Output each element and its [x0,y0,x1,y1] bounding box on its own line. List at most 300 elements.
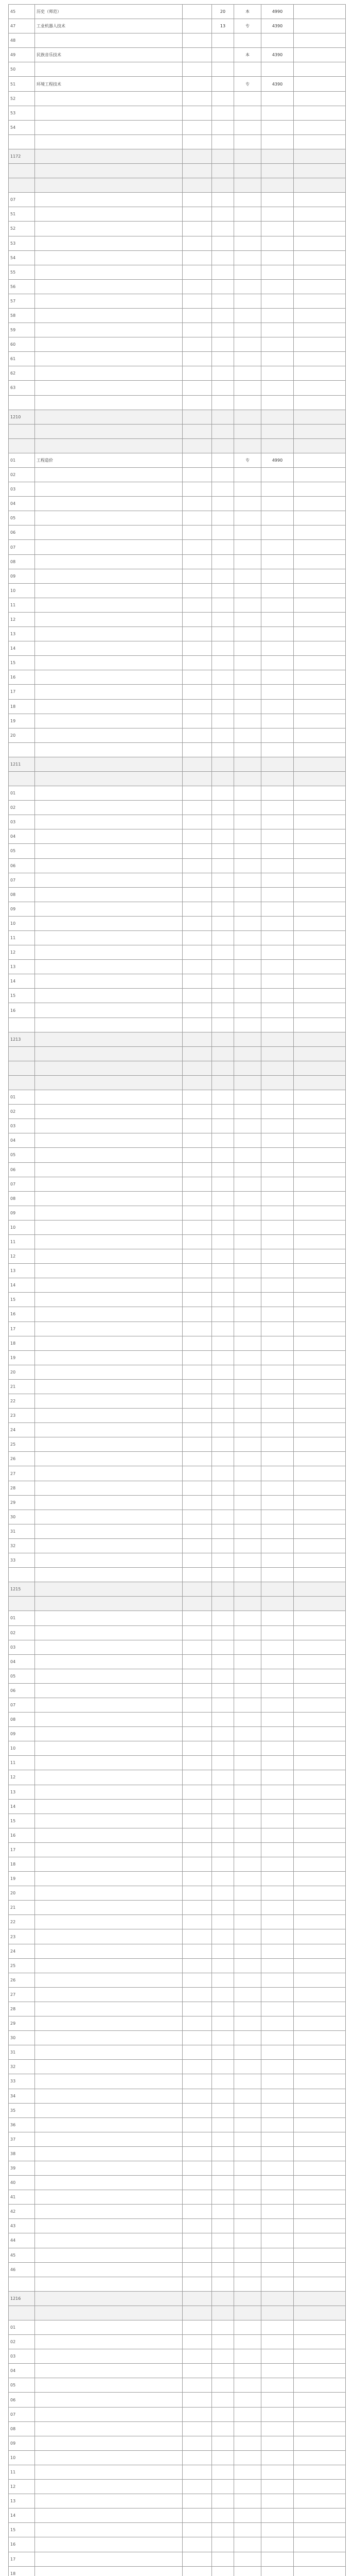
blank-cell [294,1119,346,1133]
blank-cell [183,106,212,120]
table-row [9,1466,346,1481]
code-cell: 32 [9,2060,35,2074]
fee-cell [261,1003,294,1018]
code-cell: 61 [9,352,35,366]
blank-cell [294,1683,346,1698]
fee-cell [261,2364,294,2378]
blank-cell [294,1249,346,1264]
code-cell: 02 [9,1625,35,1640]
count-cell [212,193,234,207]
level-cell [234,1987,261,2002]
count-cell [212,424,234,438]
level-cell [234,164,261,178]
fee-cell [261,424,294,438]
level-cell [234,2248,261,2262]
level-cell [234,352,261,366]
blank-cell [294,2016,346,2031]
fee-cell [261,250,294,265]
code-cell [9,134,35,149]
blank-cell [183,771,212,786]
count-cell [212,1264,234,1278]
name-cell [35,2407,183,2421]
fee-cell [261,1654,294,1669]
fee-cell [261,2537,294,2552]
table-row [9,2537,346,2552]
name-cell [35,786,183,801]
level-cell [234,1582,261,1597]
blank-cell [294,931,346,945]
table-row [9,1915,346,1929]
blank-cell [294,453,346,467]
level-cell [234,1249,261,1264]
count-cell [212,2421,234,2436]
table-row [9,337,346,352]
count-cell [212,2262,234,2277]
blank-cell [183,2176,212,2190]
fee-cell [261,2480,294,2494]
table-row [9,1481,346,1495]
blank-cell [294,1987,346,2002]
blank-cell [294,1162,346,1177]
code-cell: 16 [9,1003,35,1018]
level-cell [234,1105,261,1119]
table-row [9,1350,346,1365]
level-cell [234,916,261,930]
level-cell [234,381,261,395]
fee-cell [261,193,294,207]
name-cell [35,2509,183,2523]
blank-cell [183,1741,212,1756]
level-cell [234,1597,261,1611]
blank-cell [294,1538,346,1553]
level-cell [234,482,261,497]
blank-cell [183,2074,212,2089]
level-cell: 专 [234,77,261,91]
count-cell [212,1785,234,1799]
count-cell [212,1944,234,1958]
blank-cell [294,1669,346,1683]
level-cell [234,1625,261,1640]
blank-cell [183,1105,212,1119]
level-cell [234,1075,261,1090]
count-cell [212,916,234,930]
fee-cell [261,2176,294,2190]
code-cell: 48 [9,33,35,48]
table-row [9,1597,346,1611]
blank-cell [294,1018,346,1032]
name-cell [35,2219,183,2233]
blank-cell [183,2233,212,2248]
level-cell [234,2509,261,2523]
level-cell [234,685,261,699]
blank-cell [294,2031,346,2045]
blank-cell [294,352,346,366]
code-cell: 09 [9,1727,35,1741]
count-cell [212,1105,234,1119]
level-cell [234,1538,261,1553]
level-cell [234,2407,261,2421]
level-cell [234,2016,261,2031]
fee-cell [261,511,294,526]
count-cell [212,395,234,410]
table-row [9,1423,346,1437]
level-cell [234,1394,261,1409]
blank-cell [183,1654,212,1669]
code-cell: 14 [9,974,35,989]
blank-cell [183,1003,212,1018]
blank-cell [183,2509,212,2523]
level-cell [234,134,261,149]
fee-cell [261,526,294,540]
code-cell: 38 [9,2146,35,2161]
count-cell [212,2450,234,2465]
code-cell: 49 [9,48,35,62]
table-row [9,2190,346,2205]
blank-cell [294,583,346,598]
code-cell: 07 [9,540,35,554]
blank-cell [294,2089,346,2103]
code-cell: 06 [9,2393,35,2407]
table-row [9,2132,346,2146]
blank-cell [183,873,212,887]
count-cell [212,931,234,945]
name-cell [35,1568,183,1582]
blank-cell [183,120,212,134]
table-row [9,786,346,801]
name-cell [35,1901,183,1915]
code-cell: 30 [9,1510,35,1524]
table-row [9,1220,346,1234]
table-row [9,497,346,511]
name-cell [35,829,183,844]
blank-cell [183,250,212,265]
blank-cell [183,1481,212,1495]
blank-cell [183,858,212,873]
level-cell [234,1264,261,1278]
name-cell [35,1336,183,1350]
fee-cell [261,945,294,960]
fee-cell [261,1177,294,1191]
blank-cell [294,1365,346,1379]
table-row [9,1510,346,1524]
blank-cell [294,2421,346,2436]
level-cell [234,1452,261,1466]
code-cell: 03 [9,482,35,497]
name-cell [35,381,183,395]
blank-cell [294,1220,346,1234]
table-row [9,164,346,178]
code-cell: 17 [9,2552,35,2566]
blank-cell [294,887,346,902]
fee-cell [261,2089,294,2103]
code-cell: 52 [9,222,35,236]
count-cell [212,438,234,453]
blank-cell [183,2291,212,2306]
code-cell: 54 [9,120,35,134]
blank-cell [294,1568,346,1582]
fee-cell [261,815,294,829]
level-cell [234,858,261,873]
level-cell [234,1654,261,1669]
code-cell: 01 [9,2320,35,2335]
level-cell [234,1336,261,1350]
blank-cell [183,1148,212,1162]
count-cell [212,2161,234,2175]
code-cell: 60 [9,337,35,352]
blank-cell [183,1321,212,1336]
count-cell [212,1756,234,1770]
blank-cell [294,526,346,540]
level-cell [234,757,261,771]
table-row [9,1929,346,1944]
count-cell [212,337,234,352]
count-cell [212,48,234,62]
fee-cell [261,1756,294,1770]
blank-cell [183,1756,212,1770]
blank-cell [183,916,212,930]
code-cell: 04 [9,2364,35,2378]
level-cell [234,1698,261,1712]
code-cell: 05 [9,511,35,526]
fee-cell [261,265,294,279]
count-cell [212,598,234,612]
level-cell [234,815,261,829]
level-cell [234,1437,261,1452]
code-cell: 25 [9,1958,35,1973]
blank-cell [183,149,212,163]
name-cell [35,1133,183,1148]
name-cell [35,1191,183,1206]
level-cell [234,1611,261,1625]
code-cell: 03 [9,1119,35,1133]
fee-cell [261,598,294,612]
level-cell [234,2393,261,2407]
blank-cell [183,1293,212,1307]
level-cell [234,2436,261,2450]
fee-cell [261,1597,294,1611]
blank-cell [294,1713,346,1727]
count-cell [212,1481,234,1495]
name-cell [35,1119,183,1133]
code-cell: 1211 [9,757,35,771]
blank-cell [183,526,212,540]
blank-cell [294,1321,346,1336]
fee-cell [261,2566,294,2576]
fee-cell [261,714,294,728]
blank-cell [183,1973,212,1987]
count-cell [212,2335,234,2349]
code-cell: 22 [9,1394,35,1409]
table-row [9,742,346,757]
code-cell: 59 [9,323,35,337]
level-cell [234,2523,261,2537]
fee-cell [261,149,294,163]
code-cell: 16 [9,1307,35,1321]
table-row [9,62,346,77]
blank-cell [183,1032,212,1046]
blank-cell [183,1206,212,1220]
blank-cell [294,1611,346,1625]
table-row [9,1379,346,1394]
name-cell [35,1582,183,1597]
level-cell [234,641,261,656]
blank-cell [183,2190,212,2205]
blank-cell [294,1379,346,1394]
name-cell [35,554,183,569]
blank-cell [294,178,346,193]
code-cell: 17 [9,685,35,699]
table-row [9,1162,346,1177]
code-cell: 28 [9,1481,35,1495]
code-cell: 23 [9,1409,35,1423]
level-cell [234,1379,261,1394]
blank-cell [183,497,212,511]
code-cell: 43 [9,2219,35,2233]
level-cell [234,2176,261,2190]
table-row [9,1770,346,1785]
code-cell: 12 [9,612,35,626]
level-cell [234,2089,261,2103]
table-row [9,1148,346,1162]
table-row [9,1727,346,1741]
fee-cell [261,91,294,106]
level-cell [234,945,261,960]
count-cell [212,2306,234,2320]
level-cell [234,699,261,714]
code-cell [9,424,35,438]
table-row [9,960,346,974]
blank-cell [183,2117,212,2132]
blank-cell [183,2378,212,2393]
table-row [9,1901,346,1915]
blank-cell [183,236,212,250]
level-cell [234,2335,261,2349]
blank-cell [294,2233,346,2248]
name-cell [35,916,183,930]
name-cell [35,1915,183,1929]
table-row [9,410,346,424]
name-cell [35,1365,183,1379]
count-cell [212,526,234,540]
level-cell [234,1568,261,1582]
fee-cell [261,1669,294,1683]
blank-cell [183,1162,212,1177]
level-cell [234,366,261,381]
blank-cell [294,2436,346,2450]
code-cell: 20 [9,728,35,742]
fee-cell [261,2277,294,2291]
blank-cell [294,1597,346,1611]
fee-cell [261,2248,294,2262]
count-cell [212,1046,234,1061]
name-cell [35,2364,183,2378]
count-cell [212,1206,234,1220]
name-cell [35,2349,183,2364]
table-row [9,48,346,62]
table-row [9,1365,346,1379]
blank-cell [294,1872,346,1886]
level-cell [234,337,261,352]
level-cell [234,2277,261,2291]
name-cell [35,945,183,960]
count-cell [212,1365,234,1379]
fee-cell [261,2031,294,2045]
name-cell [35,2335,183,2349]
code-cell: 01 [9,1090,35,1105]
name-cell [35,149,183,163]
blank-cell [294,656,346,670]
blank-cell [294,2465,346,2479]
fee-cell [261,1929,294,1944]
fee-cell [261,1191,294,1206]
name-cell [35,757,183,771]
count-cell [212,1828,234,1842]
code-cell: 1213 [9,1032,35,1046]
table-row [9,1206,346,1220]
count-cell [212,1437,234,1452]
table-row [9,250,346,265]
blank-cell [294,714,346,728]
fee-cell [261,1510,294,1524]
code-cell: 12 [9,1770,35,1785]
count-cell [212,1611,234,1625]
name-cell [35,2146,183,2161]
code-cell: 33 [9,1553,35,1568]
code-cell: 29 [9,1495,35,1510]
blank-cell [294,2277,346,2291]
count-cell [212,1336,234,1350]
table-row [9,1958,346,1973]
blank-cell [183,5,212,19]
code-cell: 05 [9,1669,35,1683]
name-cell [35,1234,183,1249]
fee-cell [261,308,294,323]
count-cell [212,583,234,598]
fee-cell [261,2103,294,2117]
fee-cell [261,294,294,308]
code-cell: 20 [9,1886,35,1901]
blank-cell [183,801,212,815]
name-cell [35,598,183,612]
level-cell [234,656,261,670]
name-cell [35,2480,183,2494]
count-cell [212,2566,234,2576]
blank-cell [294,829,346,844]
count-cell [212,2480,234,2494]
level-cell [234,62,261,77]
fee-cell [261,2060,294,2074]
name-cell [35,2132,183,2146]
name-cell [35,670,183,685]
name-cell [35,1278,183,1293]
name-cell [35,2421,183,2436]
blank-cell [183,1090,212,1105]
table-row [9,829,346,844]
blank-cell [183,2306,212,2320]
name-cell: 工程造价 [35,453,183,467]
blank-cell [183,757,212,771]
count-cell [212,2378,234,2393]
code-cell: 14 [9,1278,35,1293]
name-cell [35,685,183,699]
blank-cell [183,468,212,482]
name-cell [35,1510,183,1524]
fee-cell [261,1524,294,1538]
table-row [9,1538,346,1553]
table-row [9,1264,346,1278]
blank-cell [294,2060,346,2074]
blank-cell [183,1538,212,1553]
